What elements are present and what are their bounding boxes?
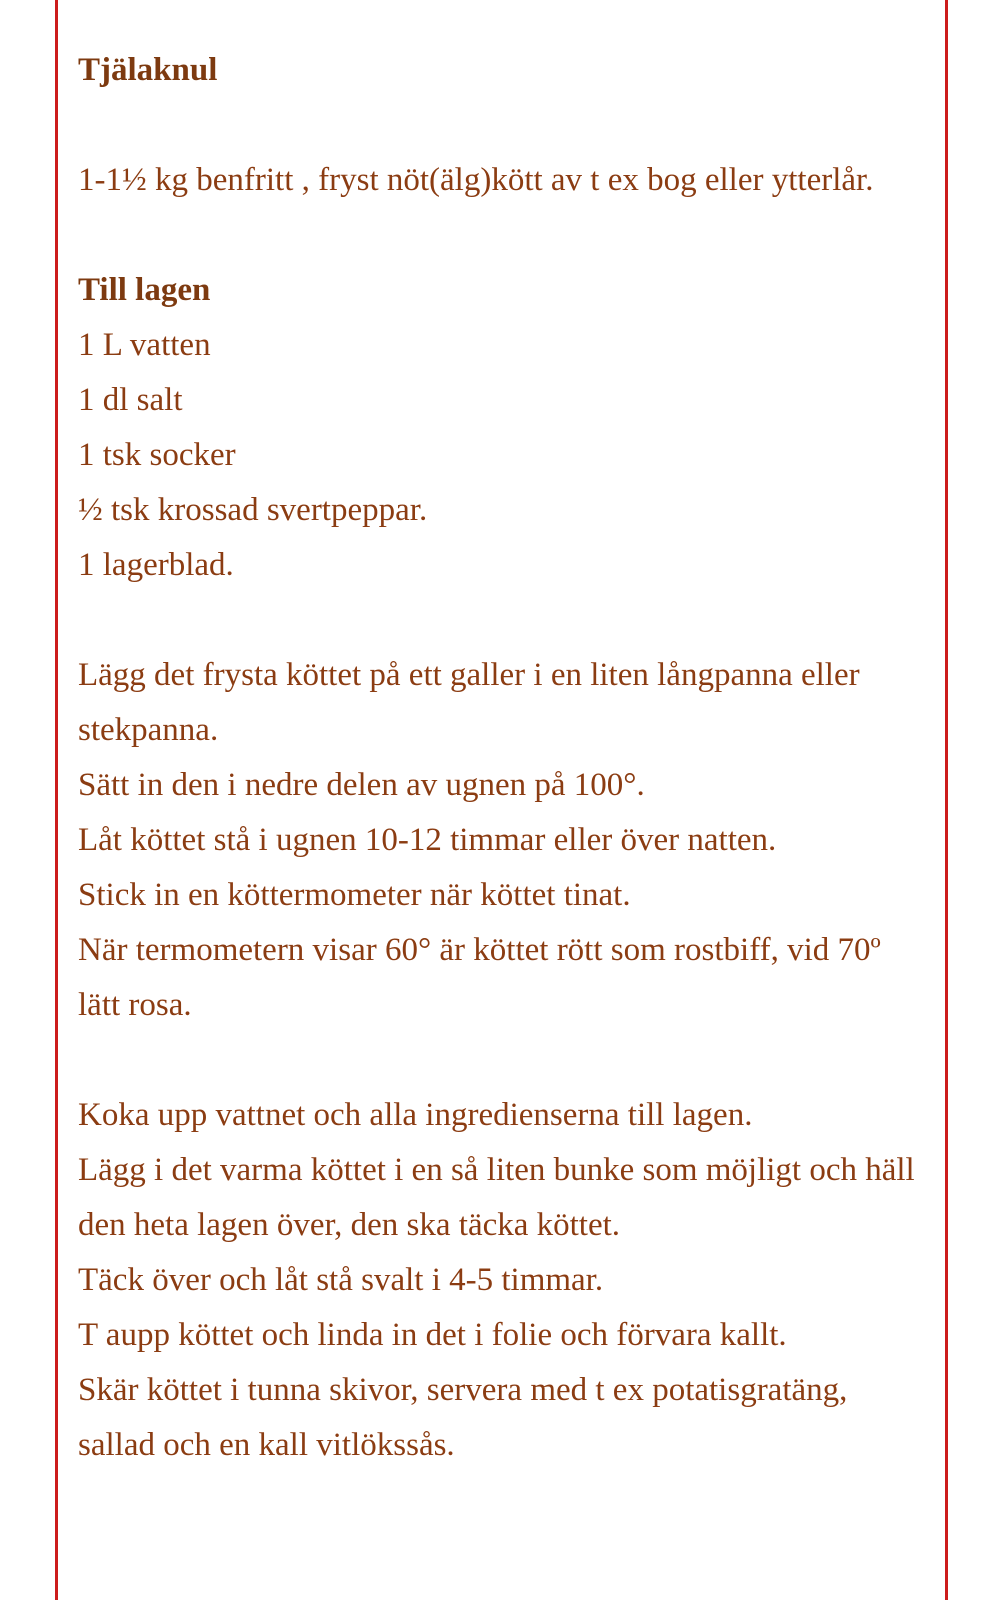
method-step: Sätt in den i nedre delen av ugnen på 100°.	[78, 767, 645, 803]
method-step: Skär köttet i tunna skivor, servera med t ex potatisgratäng, sallad och en kall vitlökssås.	[78, 1372, 848, 1463]
method-step: Lägg det frysta köttet på ett galler i en liten långpanna eller stekpanna.	[78, 657, 860, 748]
ingredient-item: 1 L vatten	[78, 327, 211, 363]
recipe-title: Tjälaknul	[78, 52, 218, 88]
spacer	[78, 98, 928, 153]
method-step: Låt köttet stå i ugnen 10-12 timmar eller över natten.	[78, 822, 777, 858]
ingredient-item: 1 lagerblad.	[78, 547, 234, 583]
spacer	[78, 208, 928, 263]
recipe-content	[78, 43, 928, 1473]
method-step: T aupp köttet och linda in det i folie och förvara kallt.	[78, 1317, 787, 1353]
method-step: Lägg i det varma köttet i en så liten bunke som möjligt och häll den heta lagen över, den ska täcka köttet.	[78, 1152, 915, 1243]
ingredient-item: 1 tsk socker	[78, 437, 236, 473]
recipe-page	[55, 0, 948, 1600]
method-step: Täck över och låt stå svalt i 4-5 timmar.	[78, 1262, 604, 1298]
brine-heading: Till lagen	[78, 272, 211, 308]
method-step: När termometern visar 60° är köttet rött som rostbiff, vid 70º lätt rosa.	[78, 932, 881, 1023]
ingredient-item: 1 dl salt	[78, 382, 183, 418]
spacer	[78, 1033, 928, 1088]
recipe-intro: 1-1½ kg benfritt , fryst nöt(älg)kött av t ex bog eller ytterlår.	[78, 162, 874, 198]
spacer	[78, 593, 928, 648]
method-step: Stick in en köttermometer när köttet tinat.	[78, 877, 631, 913]
method-step: Koka upp vattnet och alla ingredienserna till lagen.	[78, 1097, 753, 1133]
ingredient-item: ½ tsk krossad svertpeppar.	[78, 492, 428, 528]
